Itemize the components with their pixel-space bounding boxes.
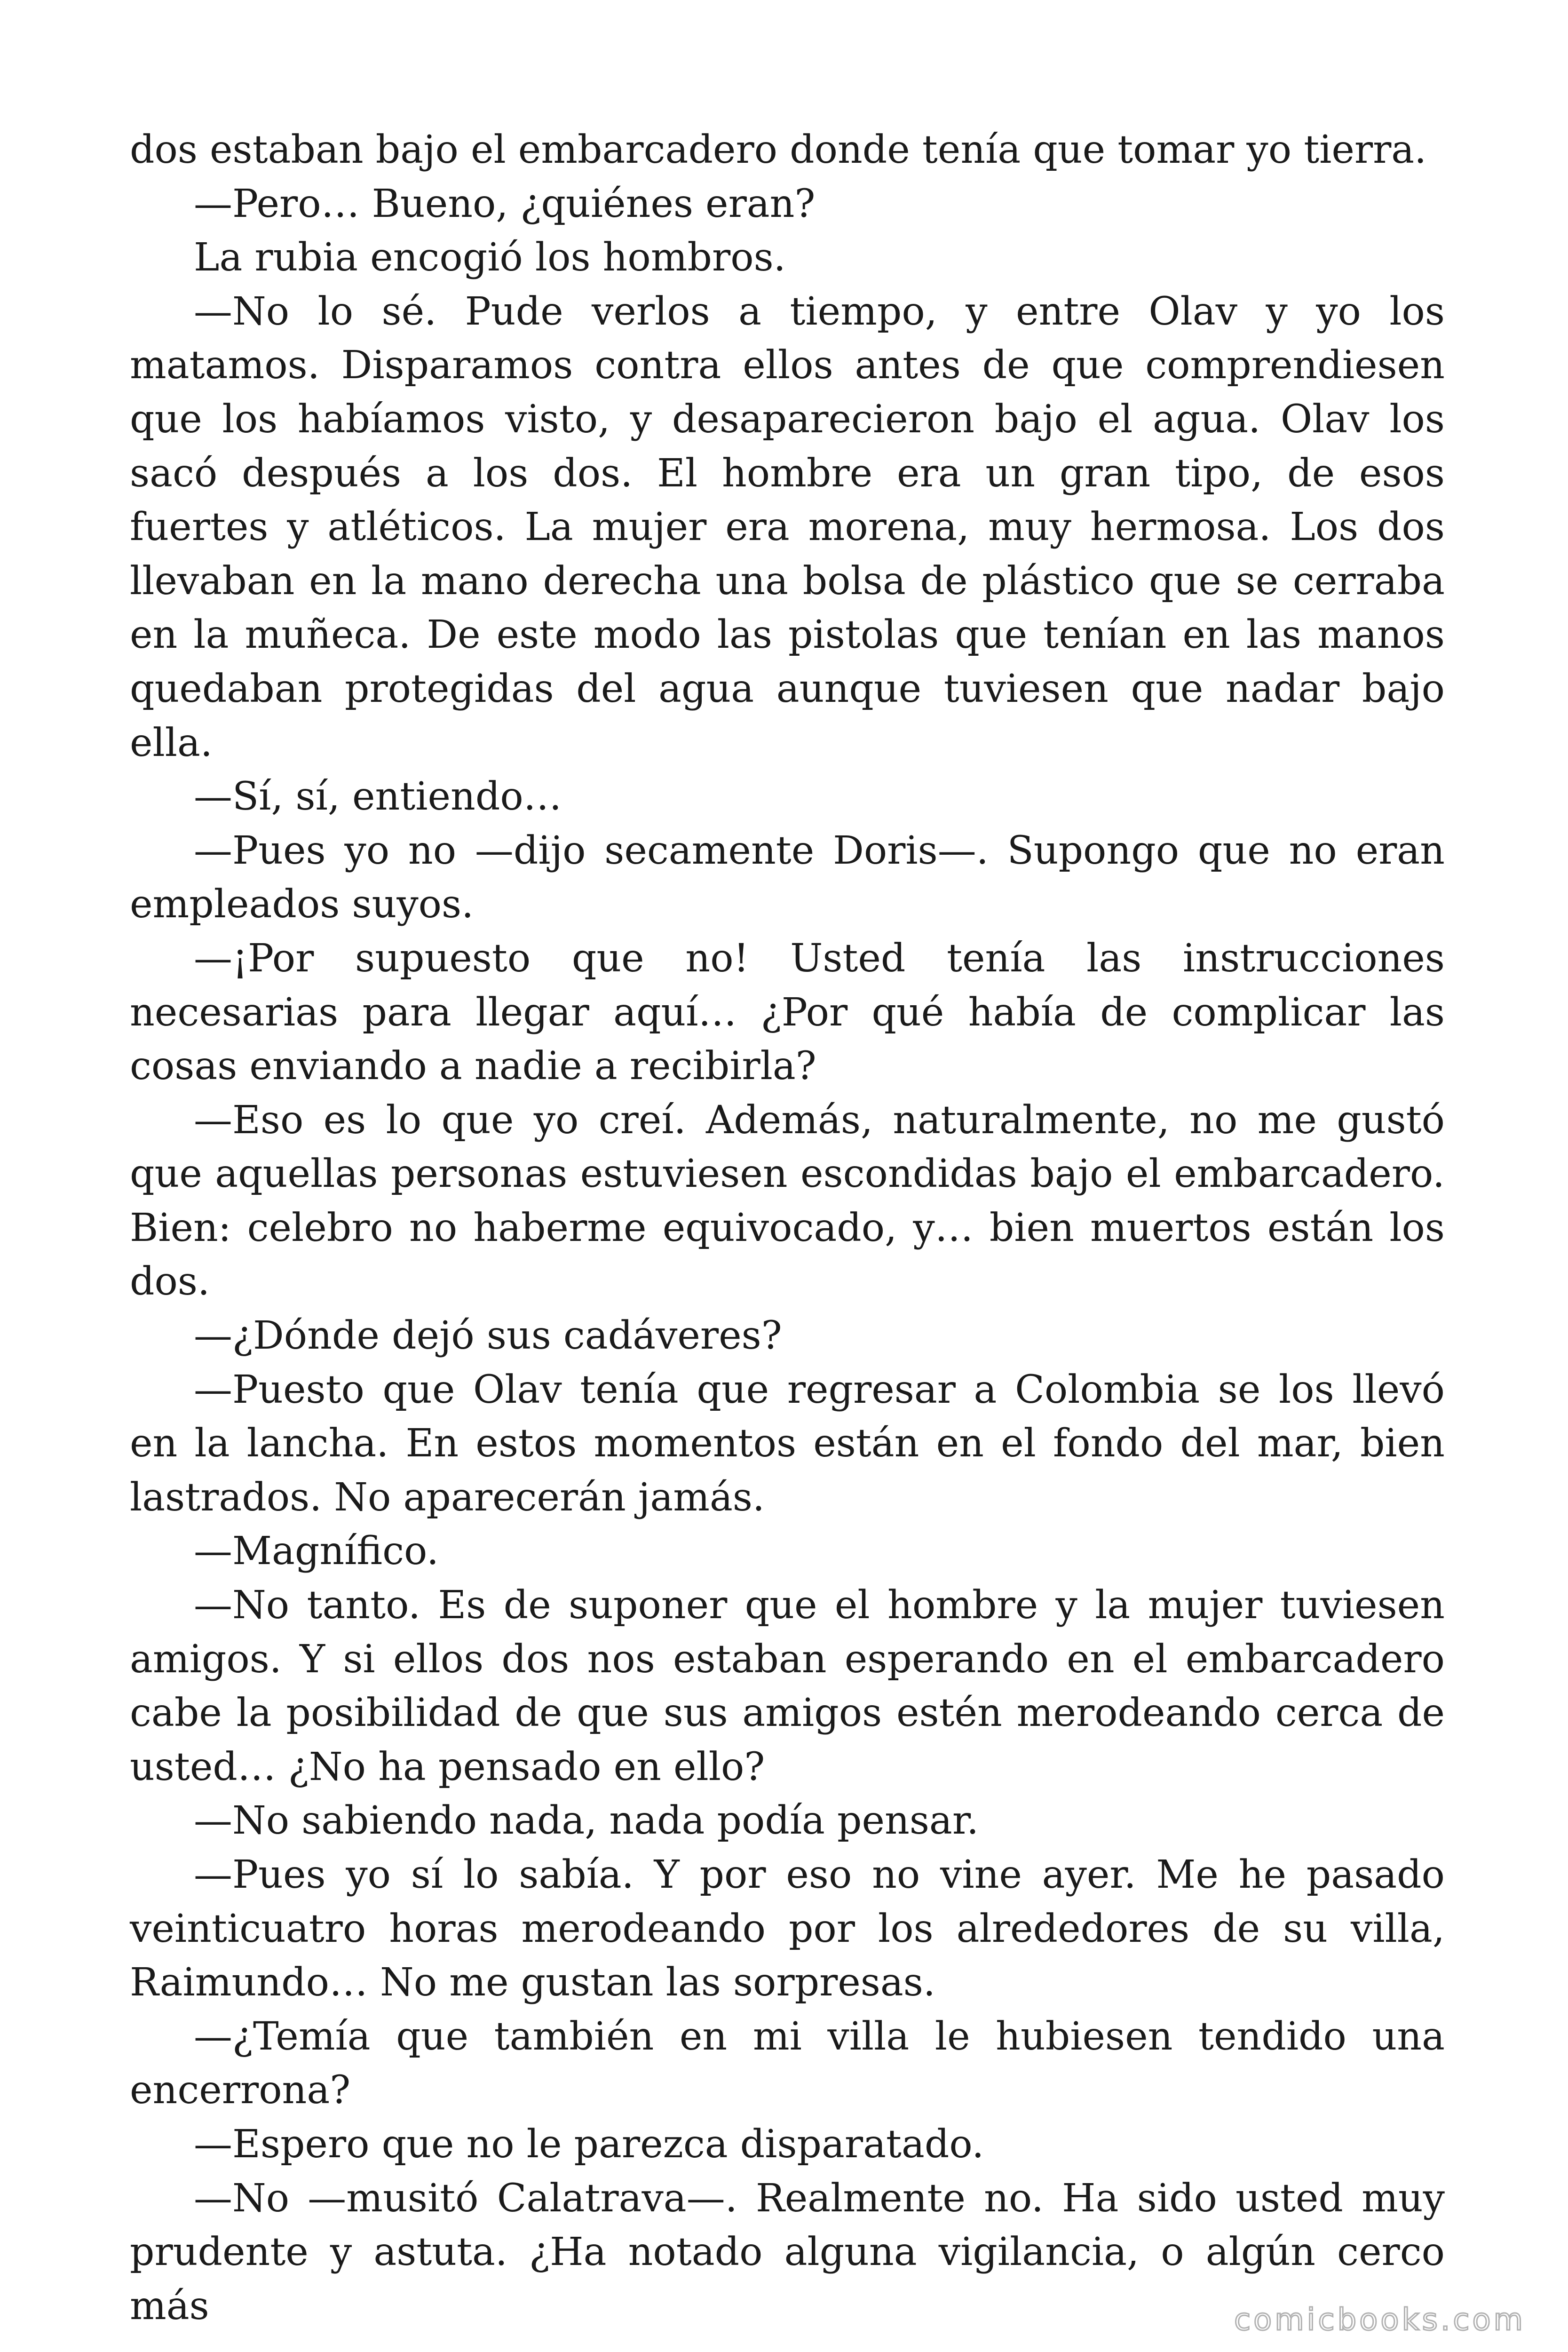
paragraph-8: —Eso es lo que yo creí. Además, naturalmente, no me gustó que aquellas personas estuviesen escondidas bajo el embarcadero. Bien: celebro no haberme equivocado, y… bien muertos están los dos. [130, 1097, 1445, 1304]
paragraph-17: —No —musitó Calatrava—. Realmente no. Ha sido usted muy prudente y astuta. ¿Ha notado alguna vigilancia, o algún cerco más [130, 2176, 1445, 2328]
paragraph-7: —¡Por supuesto que no! Usted tenía las instrucciones necesarias para llegar aquí… ¿Por qué había de complicar las cosas enviando a nadie a recibirla? [130, 936, 1445, 1089]
watermark: comicbooks.com [1234, 2303, 1526, 2337]
paragraph-13: —No sabiendo nada, nada podía pensar. [194, 1798, 979, 1843]
paragraph-1: dos estaban bajo el embarcadero donde tenía que tomar yo tierra. [130, 127, 1427, 172]
paragraph-10: —Puesto que Olav tenía que regresar a Colombia se los llevó en la lancha. En estos momentos están en el fondo del mar, bien lastrados. No aparecerán jamás. [130, 1367, 1445, 1520]
paragraph-9: —¿Dónde dejó sus cadáveres? [194, 1313, 782, 1359]
paragraph-11: —Magnífico. [194, 1529, 439, 1574]
paragraph-16: —Espero que no le parezca disparatado. [194, 2122, 984, 2167]
paragraph-6: —Pues yo no —dijo secamente Doris—. Supongo que no eran empleados suyos. [130, 828, 1445, 927]
paragraph-4: —No lo sé. Pude verlos a tiempo, y entre Olav y yo los matamos. Disparamos contra ellos antes de que comprendiesen que los habíamos visto, y desaparecieron bajo el agua. Olav los sacó después a los dos. El hombre era un gran tipo, de esos fuertes y atléticos. La mujer era morena, muy hermosa. Los dos llevaban en la mano derecha una bolsa de plástico que se cerraba en la muñeca. De este modo las pistolas que tenían en las manos quedaban protegidas del agua aunque tuviesen que nadar bajo ella. [130, 289, 1445, 765]
paragraph-14: —Pues yo sí lo sabía. Y por eso no vine ayer. Me he pasado veinticuatro horas merodeando por los alrededores de su villa, Raimundo… No me gustan las sorpresas. [130, 1852, 1445, 2005]
book-page-body [130, 123, 1445, 2333]
paragraph-3: La rubia encogió los hombros. [194, 235, 786, 280]
paragraph-15: —¿Temía que también en mi villa le hubiesen tendido una encerrona? [130, 2014, 1445, 2113]
paragraph-12: —No tanto. Es de suponer que el hombre y la mujer tuviesen amigos. Y si ellos dos nos estaban esperando en el embarcadero cabe la posibilidad de que sus amigos estén merodeando cerca de usted… ¿No ha pensado en ello? [130, 1583, 1445, 1789]
paragraph-5: —Sí, sí, entiendo… [194, 774, 562, 819]
paragraph-2: —Pero… Bueno, ¿quiénes eran? [194, 181, 816, 226]
